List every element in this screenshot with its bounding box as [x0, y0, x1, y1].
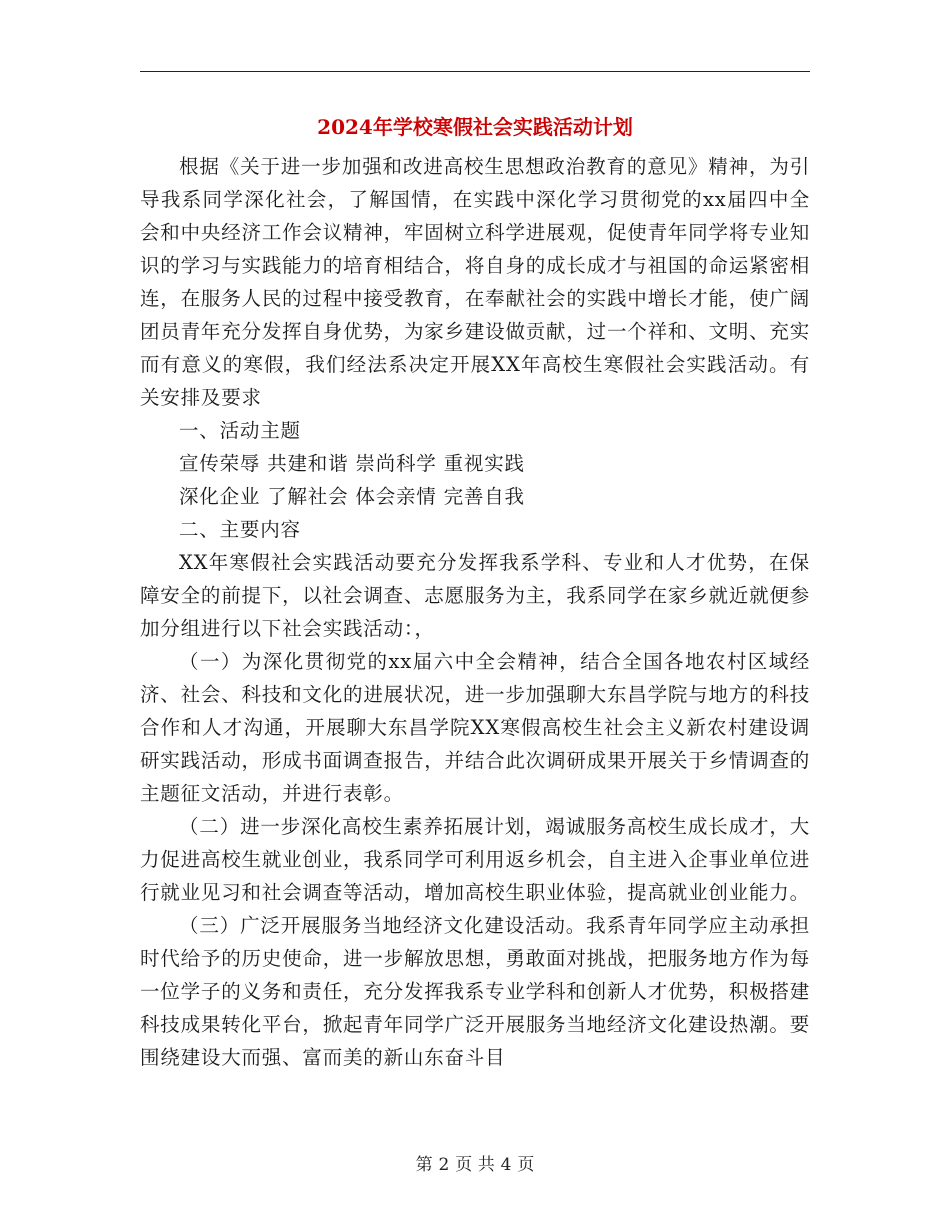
- document-title: 2024年学校寒假社会实践活动计划: [317, 115, 633, 139]
- theme-line-2: 深化企业 了解社会 体会亲情 完善自我: [179, 485, 525, 508]
- theme-line-1: 宣传荣辱 共建和谐 崇尚科学 重视实践: [179, 452, 525, 475]
- paragraph-intro: 根据《关于进一步加强和改进高校生思想政治教育的意见》精神，为引导我系同学深化社会，了解国情，在实践中深化学习贯彻党的xx届四中全会和中央经济工作会议精神，牢固树立科学进展观，促使青年同学将专业知识的学习与实践能力的培育相结合，将自身的成长成才与祖国的命运紧密相连，在服务人民的过程中接受教育，在奉献社会的实践中增长才能，使广阔团员青年充分发挥自身优势，为家乡建设做贡献，过一个祥和、文明、充实而有意义的寒假，我们经法系决定开展XX年高校生寒假社会实践活动。有关安排及要求: [140, 155, 810, 409]
- document-body: [140, 150, 810, 1074]
- paragraph-main-content: XX年寒假社会实践活动要充分发挥我系学科、专业和人才优势，在保障安全的前提下，以社会调查、志愿服务为主，我系同学在家乡就近就便参加分组进行以下社会实践活动：，: [140, 551, 810, 640]
- paragraph-item-1: （一）为深化贯彻党的xx届六中全会精神，结合全国各地农村区域经济、社会、科技和文化的进展状况，进一步加强聊大东昌学院与地方的科技合作和人才沟通，开展聊大东昌学院XX寒假高校生社会主义新农村建设调研实践活动，形成书面调查报告，并结合此次调研成果开展关于乡情调查的主题征文活动，并进行表彰。: [140, 650, 810, 805]
- footer-suffix: 页: [517, 1155, 535, 1175]
- heading-activity-theme: 一、活动主题: [179, 419, 301, 442]
- header-rule: [140, 71, 810, 72]
- footer-middle: 页 共: [455, 1155, 495, 1175]
- footer-page-number: 2: [438, 1155, 450, 1175]
- paragraph-item-3: （三）广泛开展服务当地经济文化建设活动。我系青年同学应主动承担时代给予的历史使命，进一步解放思想，勇敢面对挑战，把服务地方作为每一位学子的义务和责任，充分发挥我系专业学科和创新人才优势，积极搭建科技成果转化平台，掀起青年同学广泛开展服务当地经济文化建设热潮。要围绕建设大而强、富而美的新山东奋斗目: [140, 914, 810, 1069]
- footer-total-pages: 4: [500, 1155, 512, 1175]
- paragraph-item-2: （二）进一步深化高校生素养拓展计划，竭诚服务高校生成长成才，大力促进高校生就业创业，我系同学可利用返乡机会，自主进入企事业单位进行就业见习和社会调查等活动，增加高校生职业体验，提高就业创业能力。: [140, 815, 810, 904]
- footer-prefix: 第: [415, 1155, 433, 1175]
- page-footer: [0, 1153, 950, 1177]
- heading-main-content: 二、主要内容: [179, 518, 301, 541]
